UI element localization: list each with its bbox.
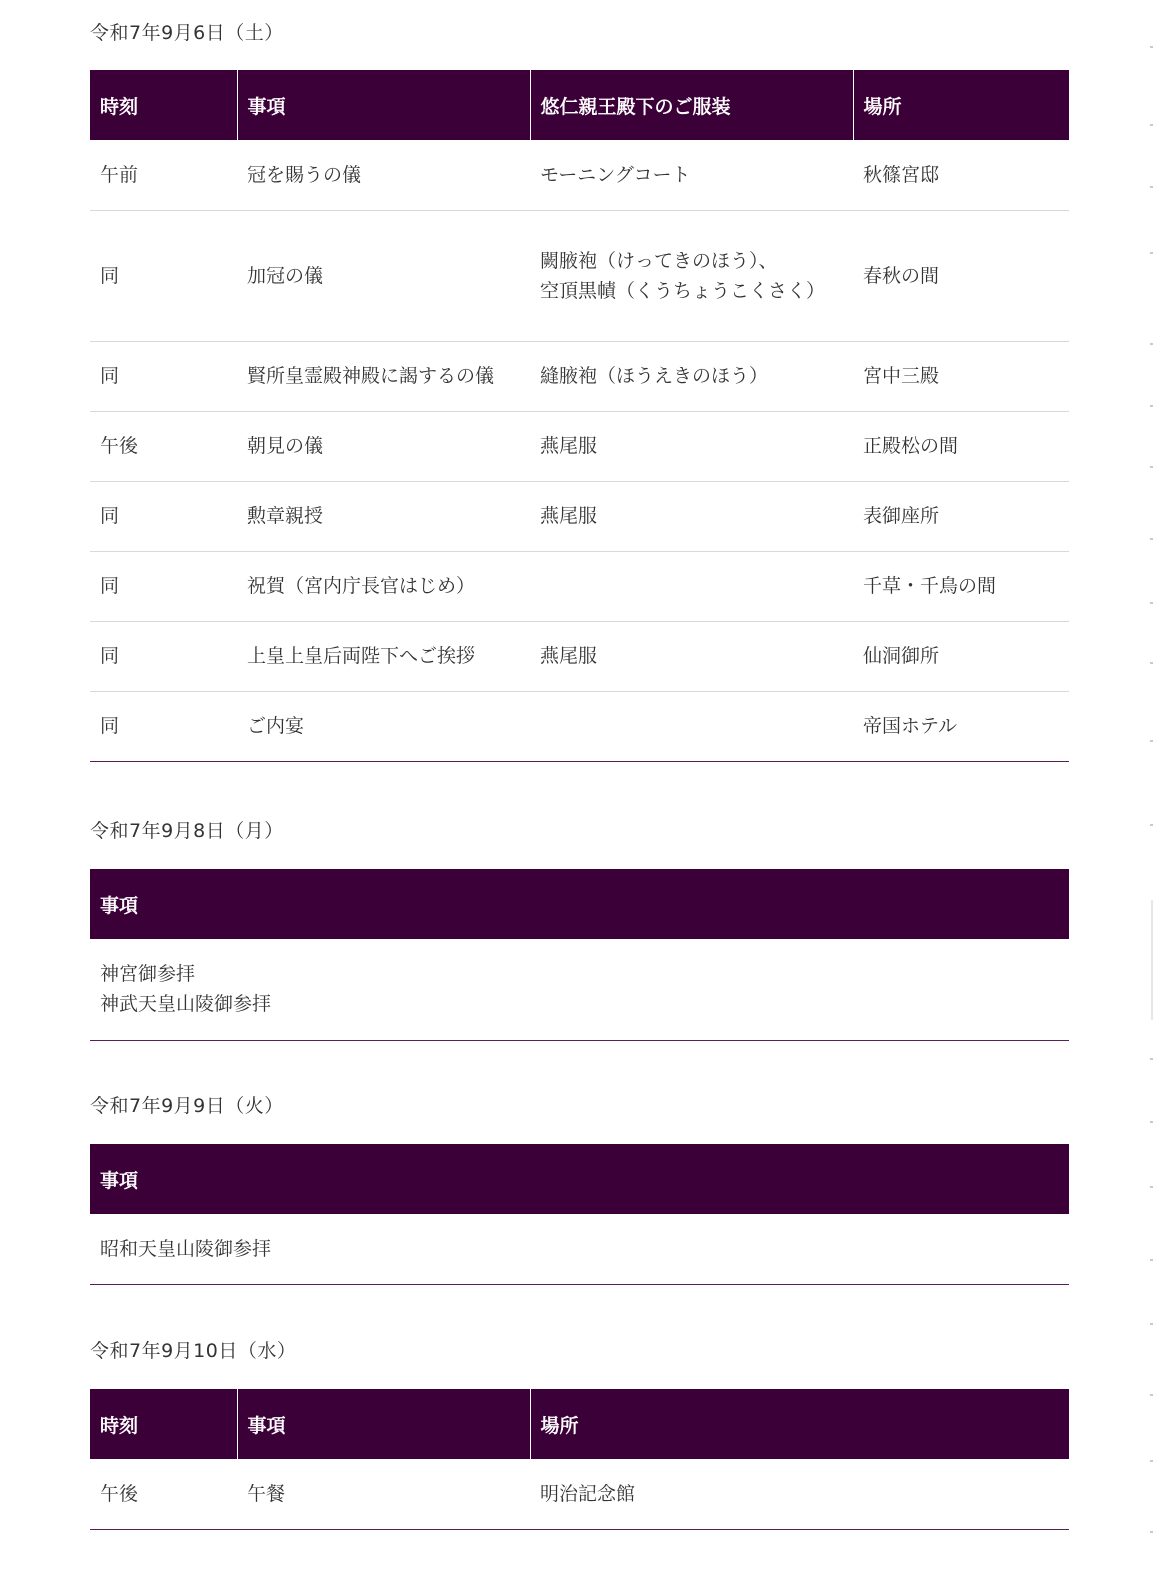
cell-attire <box>530 551 853 621</box>
section-date: 令和7年9月10日（水） <box>90 1340 297 1362</box>
column-header-time: 時刻 <box>90 70 237 140</box>
cell-time: 同 <box>90 341 237 411</box>
cell-item: 午餐 <box>237 1459 530 1529</box>
cell-place: 明治記念館 <box>530 1459 1069 1529</box>
column-header-item: 事項 <box>90 869 1069 939</box>
cell-attire: 燕尾服 <box>530 411 853 481</box>
cell-place: 春秋の間 <box>853 210 1069 341</box>
cell-time: 午後 <box>90 411 237 481</box>
table-row <box>90 481 1069 551</box>
table-row <box>90 621 1069 691</box>
cell-place: 千草・千鳥の間 <box>853 551 1069 621</box>
cell-item: ご内宴 <box>237 691 530 761</box>
schedule-table <box>90 1389 1069 1530</box>
cell-attire: 闕腋袍（けってきのほう）、 空頂黒幘（くうちょうこくさく） <box>530 210 853 341</box>
cell-item: 上皇上皇后両陛下へご挨拶 <box>237 621 530 691</box>
cell-attire: モーニングコート <box>530 140 853 210</box>
table-row <box>90 341 1069 411</box>
section-date: 令和7年9月8日（月） <box>90 820 284 842</box>
column-header-item: 事項 <box>90 1144 1069 1214</box>
section-date: 令和7年9月9日（火） <box>90 1095 284 1117</box>
table-row <box>90 1214 1069 1284</box>
schedule-table <box>90 869 1069 1041</box>
table-row <box>90 551 1069 621</box>
column-header-time: 時刻 <box>90 1389 237 1459</box>
cell-time: 午前 <box>90 140 237 210</box>
table-row <box>90 140 1069 210</box>
column-header-item: 事項 <box>237 1389 530 1459</box>
cell-attire: 燕尾服 <box>530 481 853 551</box>
table-row <box>90 939 1069 1040</box>
cell-place: 帝国ホテル <box>853 691 1069 761</box>
cell-item: 祝賀（宮内庁長官はじめ） <box>237 551 530 621</box>
cell-attire: 縫腋袍（ほうえきのほう） <box>530 341 853 411</box>
column-header-place: 場所 <box>853 70 1069 140</box>
cell-time: 同 <box>90 551 237 621</box>
cell-item: 勲章親授 <box>237 481 530 551</box>
cell-item: 加冠の儀 <box>237 210 530 341</box>
cell-time: 同 <box>90 621 237 691</box>
cell-place: 仙洞御所 <box>853 621 1069 691</box>
cell-item: 朝見の儀 <box>237 411 530 481</box>
table-row <box>90 210 1069 341</box>
schedule-table <box>90 70 1069 762</box>
cell-place: 宮中三殿 <box>853 341 1069 411</box>
cell-item: 神宮御参拝 神武天皇山陵御参拝 <box>90 939 1069 1040</box>
section-date: 令和7年9月6日（土） <box>90 22 284 44</box>
column-header-item: 事項 <box>237 70 530 140</box>
cell-place: 表御座所 <box>853 481 1069 551</box>
page-edge-marks <box>1147 0 1153 1579</box>
table-row <box>90 691 1069 761</box>
cell-time: 同 <box>90 691 237 761</box>
cell-place: 正殿松の間 <box>853 411 1069 481</box>
table-header-row <box>90 1389 1069 1459</box>
column-header-attire: 悠仁親王殿下のご服装 <box>530 70 853 140</box>
table-header-row <box>90 70 1069 140</box>
cell-time: 午後 <box>90 1459 237 1529</box>
column-header-place: 場所 <box>530 1389 1069 1459</box>
cell-attire <box>530 691 853 761</box>
cell-time: 同 <box>90 210 237 341</box>
cell-attire: 燕尾服 <box>530 621 853 691</box>
table-header-row <box>90 869 1069 939</box>
table-header-row <box>90 1144 1069 1214</box>
table-row <box>90 1459 1069 1529</box>
table-row <box>90 411 1069 481</box>
schedule-table <box>90 1144 1069 1285</box>
cell-item: 冠を賜うの儀 <box>237 140 530 210</box>
cell-time: 同 <box>90 481 237 551</box>
cell-item: 賢所皇霊殿神殿に謁するの儀 <box>237 341 530 411</box>
cell-item: 昭和天皇山陵御参拝 <box>90 1214 1069 1284</box>
cell-place: 秋篠宮邸 <box>853 140 1069 210</box>
